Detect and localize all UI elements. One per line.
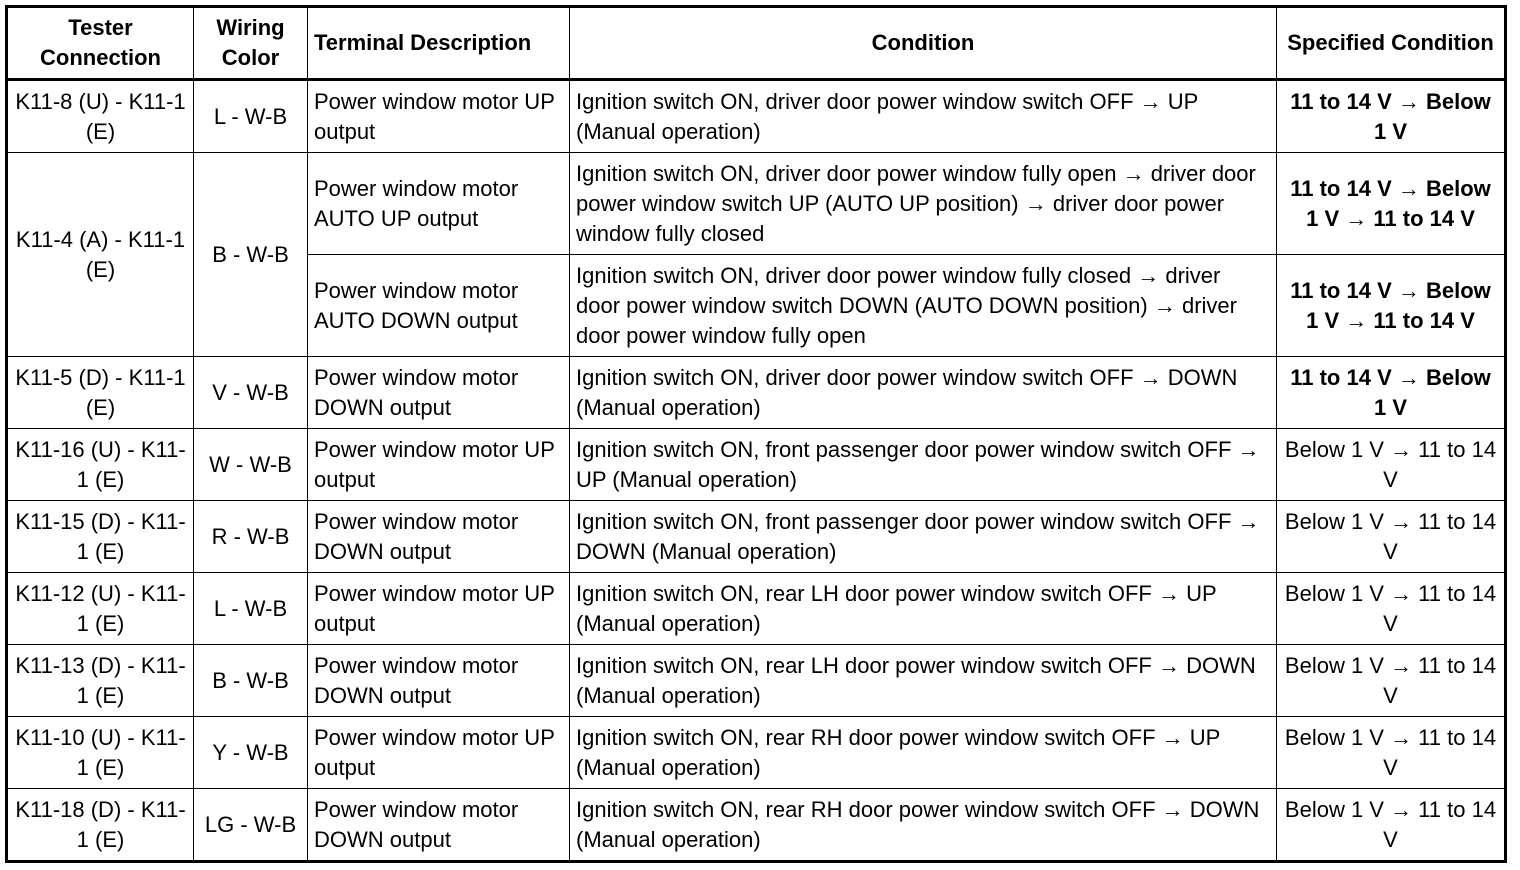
- condition-cell: Ignition switch ON, front passenger door power window switch OFF → UP (Manual operation): [570, 429, 1277, 501]
- terminal-description-cell: Power window motor UP output: [308, 717, 570, 789]
- specified-condition-cell: 11 to 14 V → Below 1 V → 11 to 14 V: [1277, 153, 1506, 255]
- table-row: [7, 789, 1506, 862]
- specified-condition-cell: 11 to 14 V → Below 1 V: [1277, 357, 1506, 429]
- wiring-color-cell: L - W-B: [194, 573, 308, 645]
- condition-cell: Ignition switch ON, driver door power window switch OFF → DOWN (Manual operation): [570, 357, 1277, 429]
- wiring-color-cell: V - W-B: [194, 357, 308, 429]
- terminal-description-cell: Power window motor DOWN output: [308, 357, 570, 429]
- table-row: [7, 645, 1506, 717]
- specified-condition-cell: Below 1 V → 11 to 14 V: [1277, 501, 1506, 573]
- terminal-description-cell: Power window motor DOWN output: [308, 501, 570, 573]
- condition-cell: Ignition switch ON, driver door power window switch OFF → UP (Manual operation): [570, 80, 1277, 153]
- table-row: [7, 717, 1506, 789]
- condition-cell: Ignition switch ON, rear RH door power window switch OFF → UP (Manual operation): [570, 717, 1277, 789]
- wiring-color-cell: L - W-B: [194, 80, 308, 153]
- terminal-description-cell: Power window motor DOWN output: [308, 789, 570, 862]
- table-row: [7, 80, 1506, 153]
- terminal-description-cell: Power window motor DOWN output: [308, 645, 570, 717]
- wiring-color-cell: W - W-B: [194, 429, 308, 501]
- tester-connection-cell: K11-13 (D) - K11-1 (E): [7, 645, 194, 717]
- terminal-description-cell: Power window motor AUTO DOWN output: [308, 255, 570, 357]
- condition-cell: Ignition switch ON, rear RH door power window switch OFF → DOWN (Manual operation): [570, 789, 1277, 862]
- header-wiring-color: Wiring Color: [194, 7, 308, 80]
- condition-cell: Ignition switch ON, rear LH door power window switch OFF → DOWN (Manual operation): [570, 645, 1277, 717]
- specified-condition-cell: Below 1 V → 11 to 14 V: [1277, 789, 1506, 862]
- condition-cell: Ignition switch ON, driver door power window fully open → driver door power window switch UP (AUTO UP position) → driver door power window fully closed: [570, 153, 1277, 255]
- header-specified-condition: Specified Condition: [1277, 7, 1506, 80]
- wiring-color-cell: B - W-B: [194, 153, 308, 357]
- condition-cell: Ignition switch ON, rear LH door power window switch OFF → UP (Manual operation): [570, 573, 1277, 645]
- wiring-color-cell: LG - W-B: [194, 789, 308, 862]
- condition-cell: Ignition switch ON, front passenger door power window switch OFF → DOWN (Manual operation): [570, 501, 1277, 573]
- header-condition: Condition: [570, 7, 1277, 80]
- wiring-color-cell: Y - W-B: [194, 717, 308, 789]
- tester-connection-cell: K11-10 (U) - K11-1 (E): [7, 717, 194, 789]
- terminal-description-cell: Power window motor UP output: [308, 80, 570, 153]
- wiring-color-cell: R - W-B: [194, 501, 308, 573]
- table-row: [7, 501, 1506, 573]
- condition-cell: Ignition switch ON, driver door power window fully closed → driver door power window switch DOWN (AUTO DOWN position) → driver door power window fully open: [570, 255, 1277, 357]
- tester-connection-cell: K11-12 (U) - K11-1 (E): [7, 573, 194, 645]
- table-row: [7, 153, 1506, 255]
- header-row: [7, 7, 1506, 80]
- tester-connection-cell: K11-18 (D) - K11-1 (E): [7, 789, 194, 862]
- table-row: [7, 429, 1506, 501]
- table-row: [7, 357, 1506, 429]
- terminal-description-cell: Power window motor UP output: [308, 573, 570, 645]
- specified-condition-cell: Below 1 V → 11 to 14 V: [1277, 573, 1506, 645]
- specified-condition-cell: Below 1 V → 11 to 14 V: [1277, 717, 1506, 789]
- tester-connection-cell: K11-8 (U) - K11-1 (E): [7, 80, 194, 153]
- header-terminal-description: Terminal Description: [308, 7, 570, 80]
- header-tester-connection: Tester Connection: [7, 7, 194, 80]
- specified-condition-cell: 11 to 14 V → Below 1 V → 11 to 14 V: [1277, 255, 1506, 357]
- wiring-color-cell: B - W-B: [194, 645, 308, 717]
- terminal-description-cell: Power window motor AUTO UP output: [308, 153, 570, 255]
- tester-connection-cell: K11-4 (A) - K11-1 (E): [7, 153, 194, 357]
- spec-table-container: [5, 5, 1507, 863]
- table-row: [7, 573, 1506, 645]
- tester-connection-cell: K11-5 (D) - K11-1 (E): [7, 357, 194, 429]
- tester-connection-cell: K11-16 (U) - K11-1 (E): [7, 429, 194, 501]
- specified-condition-cell: Below 1 V → 11 to 14 V: [1277, 645, 1506, 717]
- specified-condition-cell: 11 to 14 V → Below 1 V: [1277, 80, 1506, 153]
- terminal-spec-table: [5, 5, 1507, 863]
- tester-connection-cell: K11-15 (D) - K11-1 (E): [7, 501, 194, 573]
- terminal-description-cell: Power window motor UP output: [308, 429, 570, 501]
- specified-condition-cell: Below 1 V → 11 to 14 V: [1277, 429, 1506, 501]
